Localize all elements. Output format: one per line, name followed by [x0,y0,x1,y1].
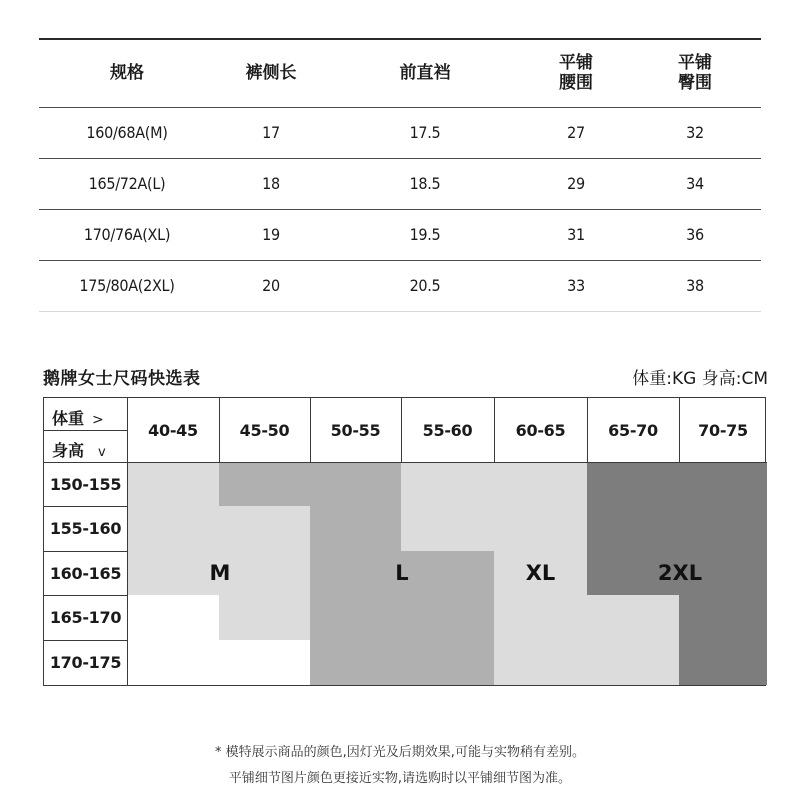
cell-waist: 33 [567,276,585,295]
height-range-header: 165-170 [49,608,122,627]
cell-hip: 36 [686,225,704,244]
header-hip: 平铺 臀围 [678,53,712,94]
size-cell [219,595,310,640]
cell-waist: 31 [567,225,585,244]
height-range-header: 160-165 [49,563,122,583]
header-front-rise: 前直裆 [399,63,451,84]
cell-front-rise: 18.5 [409,174,441,193]
size-cell [679,640,767,685]
corner-weight: 体重 > [52,409,104,428]
cell-spec: 175/80A(2XL) [79,276,175,295]
table-row [39,158,761,209]
quick-chart-unit: 体重:KG 身高:CM [632,369,768,389]
cell-side-length: 19 [262,225,280,244]
weight-range-header: 50-55 [330,420,381,440]
table-row [39,107,761,158]
size-cell [401,551,494,595]
cell-spec: 170/76A(XL) [83,225,171,244]
size-cell [310,640,401,685]
weight-range-header: 65-70 [608,420,658,440]
table-row [39,260,761,311]
footnote-color: * 模特展示商品的颜色,因灯光及后期效果,可能与实物稍有差别。 [215,745,585,760]
size-cell [401,462,494,506]
cell-side-length: 20 [262,276,280,295]
size-cell [401,640,494,685]
size-table-header-row [39,39,761,107]
cell-spec: 160/68A(M) [86,123,168,142]
down-arrow-icon: v [98,445,106,460]
quick-size-grid [43,397,766,686]
size-label-m: M [209,561,231,585]
size-cell [127,595,219,640]
size-cell [494,462,587,506]
size-cell [494,595,587,640]
header-spec: 规格 [110,63,144,84]
size-cell [679,595,767,640]
height-range-header: 170-175 [49,653,122,672]
right-arrow-icon: > [92,412,104,428]
footnote-flatlay: 平铺细节图片颜色更接近实物,请选购时以平铺细节图为准。 [228,771,572,786]
grid-line [44,640,127,641]
grid-line [587,398,588,462]
height-range-header: 150-155 [49,474,122,494]
size-cell [401,506,494,551]
cell-waist: 27 [567,123,585,142]
grid-line [219,398,220,462]
weight-range-header: 60-65 [515,420,566,440]
weight-range-header: 40-45 [148,420,198,440]
size-cell [587,506,679,551]
weight-range-header: 45-50 [239,420,290,440]
cell-side-length: 18 [262,174,280,193]
grid-line [44,462,767,463]
weight-range-header: 70-75 [698,420,748,440]
cell-front-rise: 17.5 [409,123,441,142]
table-row [39,209,761,260]
cell-hip: 32 [686,123,704,142]
size-cell [310,551,401,595]
corner-height: 身高 v [52,441,106,460]
size-cell [494,506,587,551]
size-cell [127,462,219,506]
grid-line [310,398,311,462]
grid-line [44,595,127,596]
quick-chart-title: 鹅牌女士尺码快选表 [43,369,201,389]
size-cell [310,595,401,640]
size-cell [679,506,767,551]
cell-side-length: 17 [262,123,280,142]
size-cell [679,462,767,506]
header-side-length: 裤侧长 [245,63,297,84]
size-cell [219,551,310,595]
grid-line [401,398,402,462]
cell-front-rise: 19.5 [409,225,441,244]
size-table [39,38,761,312]
size-label-2xl: 2XL [657,561,703,585]
cell-hip: 34 [686,174,704,193]
size-cell [219,640,310,685]
height-range-header: 155-160 [49,519,122,538]
size-cell [310,506,401,551]
size-label-xl: XL [525,561,556,585]
size-cell [587,595,679,640]
size-cell [587,462,679,506]
cell-front-rise: 20.5 [409,276,441,295]
cell-spec: 165/72A(L) [88,174,166,193]
size-cell [494,640,587,685]
grid-line [127,398,128,685]
size-cell [127,640,219,685]
weight-range-header: 55-60 [422,420,473,440]
cell-hip: 38 [686,276,704,295]
size-label-l: L [395,561,409,585]
grid-line [679,398,680,462]
size-cell [401,595,494,640]
size-cell [587,640,679,685]
header-waist: 平铺 腰围 [559,53,593,94]
size-cell [127,506,219,551]
size-cell [219,506,310,551]
grid-line [44,551,127,552]
corner-divider [44,430,127,431]
size-cell [127,551,219,595]
size-cell [219,462,310,506]
grid-line [494,398,495,462]
cell-waist: 29 [567,174,585,193]
grid-line [44,506,127,507]
size-cell [310,462,401,506]
